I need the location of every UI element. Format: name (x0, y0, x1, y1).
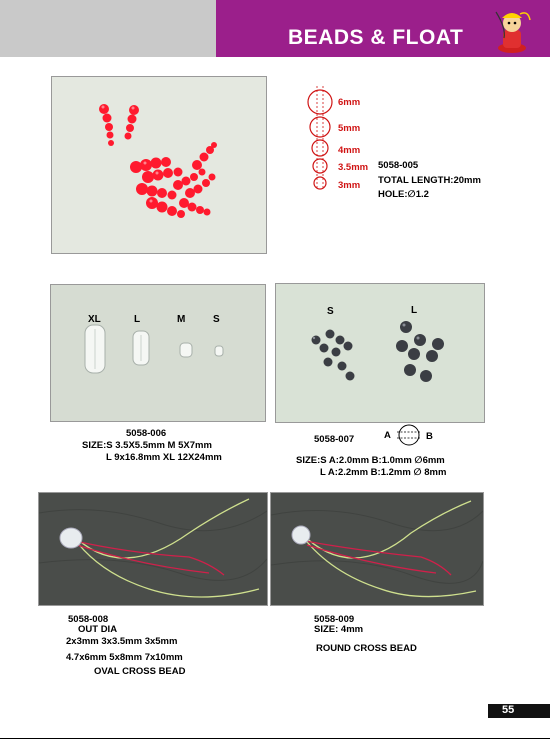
diagram-label-b: B (426, 431, 433, 442)
size-label-3mm: 3mm (338, 180, 361, 191)
product-code-5058-009: 5058-009 (314, 614, 355, 625)
bead-label-s-black: S (327, 306, 334, 317)
page-title: BEADS & FLOAT (288, 26, 464, 49)
bead-label-l: L (134, 314, 141, 325)
bead-label-s: S (213, 314, 220, 325)
red-bead-float-photo (51, 76, 267, 254)
bead-label-l-black: L (411, 305, 418, 316)
black-bead-photo (275, 283, 485, 423)
size-line-2-007: L A:2.2mm B:1.2mm ∅ 8mm (320, 467, 447, 478)
round-cross-bead-name: ROUND CROSS BEAD (316, 643, 417, 654)
dia-line-2: 4.7x6mm 5x8mm 7x10mm (66, 652, 183, 663)
size-line-2: L 9x16.8mm XL 12X24mm (106, 452, 222, 463)
page-number-bar (488, 704, 550, 718)
size-label-3-5mm: 3.5mm (338, 162, 369, 173)
mascot-logo-icon (492, 8, 532, 54)
product-code-5058-008: 5058-008 (68, 614, 109, 625)
bead-label-xl: XL (88, 314, 101, 325)
total-length-text: TOTAL LENGTH:20mm (378, 175, 481, 186)
size-label-4mm: 4mm (338, 145, 361, 156)
round-bead-size: SIZE: 4mm (314, 624, 364, 635)
clear-bead-photo (50, 284, 266, 422)
bead-label-m: M (177, 314, 186, 325)
bead-size-diagram (300, 82, 340, 194)
oval-cross-bead-photo (38, 492, 268, 606)
size-label-6mm: 6mm (338, 97, 361, 108)
header-grey-band (0, 0, 216, 57)
product-code-5058-006: 5058-006 (126, 428, 167, 439)
dia-line-1: 2x3mm 3x3.5mm 3x5mm (66, 636, 178, 647)
product-code-5058-005: 5058-005 (378, 160, 419, 171)
page-number: 55 (502, 704, 515, 716)
bottom-rule (0, 738, 550, 739)
size-line-1: SIZE:S 3.5X5.5mm M 5X7mm (82, 440, 212, 451)
out-dia-label: OUT DIA (78, 624, 118, 635)
round-cross-bead-photo (270, 492, 484, 606)
product-code-5058-007: 5058-007 (314, 434, 355, 445)
diagram-label-a: A (384, 430, 391, 441)
size-line-1-007: SIZE:S A:2.0mm B:1.0mm ∅6mm (296, 455, 445, 466)
size-label-5mm: 5mm (338, 123, 361, 134)
oval-cross-bead-name: OVAL CROSS BEAD (94, 666, 186, 677)
hole-size-text: HOLE:∅1.2 (378, 189, 429, 200)
bead-dimension-diagram (393, 421, 425, 449)
